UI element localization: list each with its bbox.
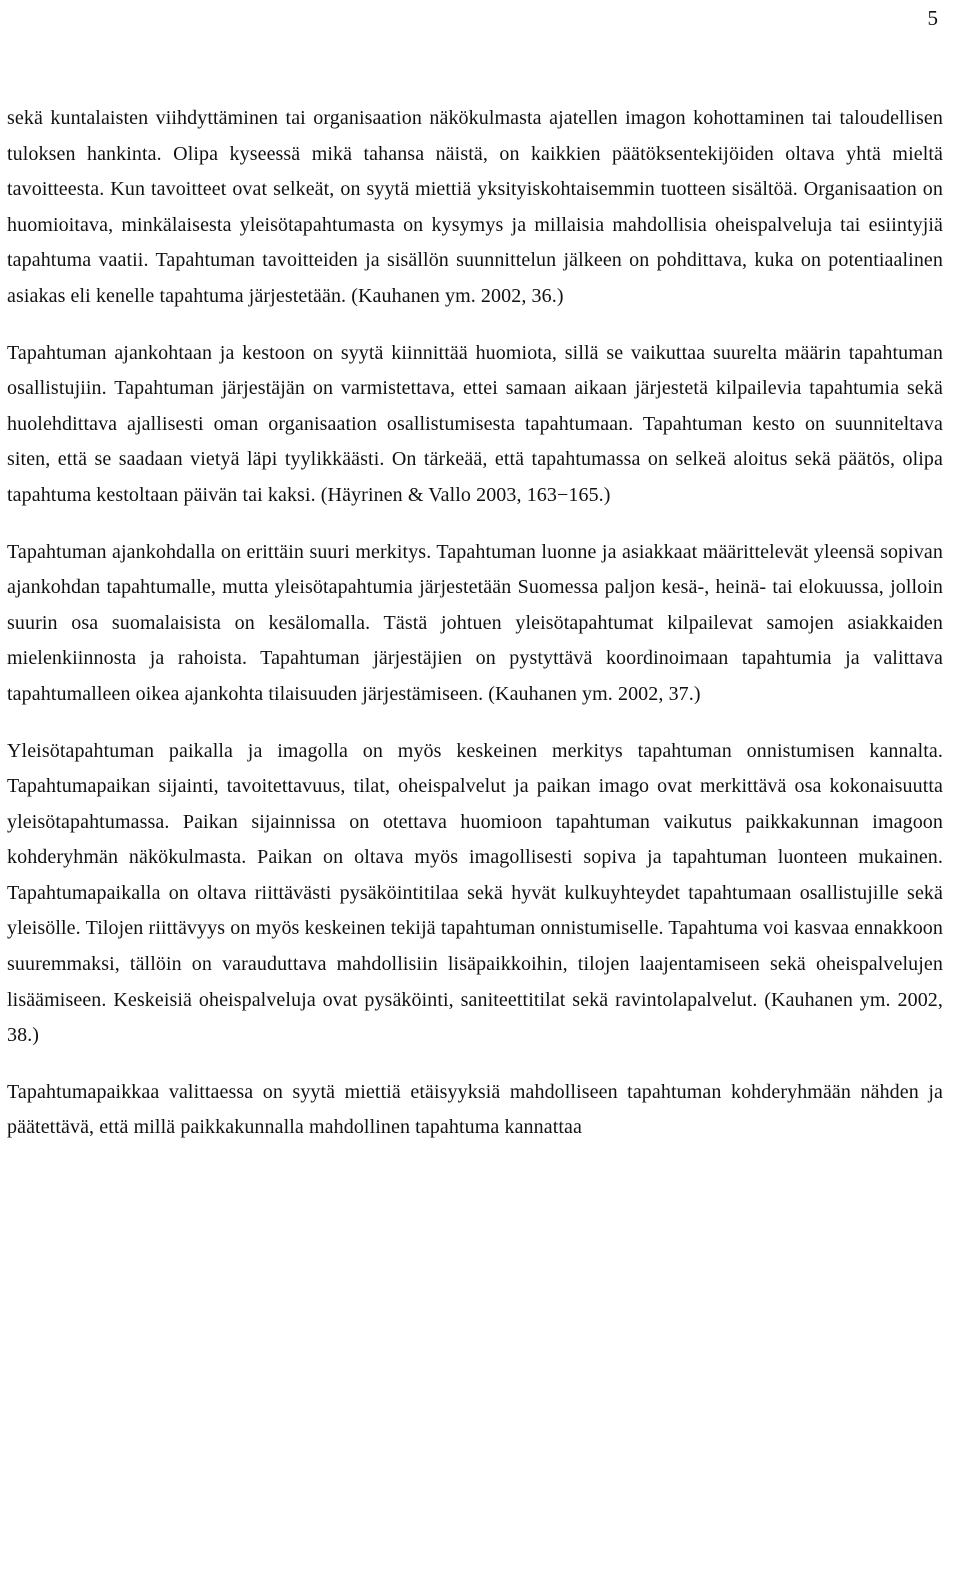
paragraph-4: Yleisötapahtuman paikalla ja imagolla on myös keskeinen merkitys tapahtuman onnistumisen kannalta. Tapahtumapaikan sijainti, tavoitettavuus, tilat, oheispalvelut ja paikan imago ovat merkittävä osa kokonaisuutta yleisötapahtumassa. Paikan sijainnissa on otettava huomioon tapahtuman vaikutus paikkakunnan imagoon kohderyhmän näkökulmasta. Paikan on oltava myös imagollisesti sopiva ja tapahtuman luonteen mukainen. Tapahtumapaikalla on oltava riittävästi pysäköintitilaa sekä hyvät kulkuyhteydet tapahtumaan osallistujille sekä yleisölle. Tilojen riittävyys on myös keskeinen tekijä tapahtuman onnistumiselle. Tapahtuma voi kasvaa ennakkoon suuremmaksi, tällöin on varauduttava mahdollisiin lisäpaikkoihin, tilojen laajentamiseen sekä oheispalvelujen lisäämiseen. Keskeisiä oheispalveluja ovat pysäköinti, saniteettitilat sekä ravintolapalvelut. (Kauhanen ym. 2002, 38.) (7, 739, 943, 1047)
paragraph-1: sekä kuntalaisten viihdyttäminen tai organisaation näkökulmasta ajatellen imagon kohottaminen tai taloudellisen tuloksen hankinta. Olipa kyseessä mikä tahansa näistä, on kaikkien päätöksentekijöiden oltava yhtä mieltä tavoitteesta. Kun tavoitteet ovat selkeät, on syytä miettiä yksityiskohtaisemmin tuotteen sisältöä. Organisaation on huomioitava, minkälaisesta yleisötapahtumasta on kysymys ja millaisia mahdollisia oheispalveluja tai esiintyjiä tapahtuma vaatii. Tapahtuman tavoitteiden ja sisällön suunnittelun jälkeen on pohdittava, kuka on potentiaalinen asiakas eli kenelle tapahtuma järjestetään. (Kauhanen ym. 2002, 36.) (7, 107, 943, 307)
page-number: 5 (927, 6, 938, 30)
paragraph-5: Tapahtumapaikkaa valittaessa on syytä miettiä etäisyyksiä mahdolliseen tapahtuman kohderyhmään nähden ja päätettävä, että millä paikkakunnalla mahdollinen tapahtuma kannattaa (7, 1080, 943, 1139)
paragraph-3: Tapahtuman ajankohdalla on erittäin suuri merkitys. Tapahtuman luonne ja asiakkaat määrittelevät yleensä sopivan ajankohdan tapahtumalle, mutta yleisötapahtumia järjestetään Suomessa paljon kesä-, heinä- tai elokuussa, jolloin suurin osa suomalaisista on kesälomalla. Tästä johtuen yleisötapahtumat kilpailevat samojen asiakkaiden mielenkiinnosta ja rahoista. Tapahtuman järjestäjien on pystyttävä koordinoimaan tapahtumia ja valittava tapahtumalleen oikea ajankohta tilaisuuden järjestämiseen. (Kauhanen ym. 2002, 37.) (7, 540, 943, 705)
document-body (7, 101, 943, 1167)
paragraph-2: Tapahtuman ajankohtaan ja kestoon on syytä kiinnittää huomiota, sillä se vaikuttaa suurelta määrin tapahtuman osallistujiin. Tapahtuman järjestäjän on varmistettava, ettei samaan aikaan järjestetä kilpailevia tapahtumia sekä huolehdittava ajallisesti oman organisaation osallistumisesta tapahtumaan. Tapahtuman kesto on suunniteltava siten, että se saadaan vietyä läpi tyylikkäästi. On tärkeää, että tapahtumassa on selkeä aloitus sekä päätös, olipa tapahtuma kestoltaan päivän tai kaksi. (Häyrinen & Vallo 2003, 163−165.) (7, 341, 943, 506)
